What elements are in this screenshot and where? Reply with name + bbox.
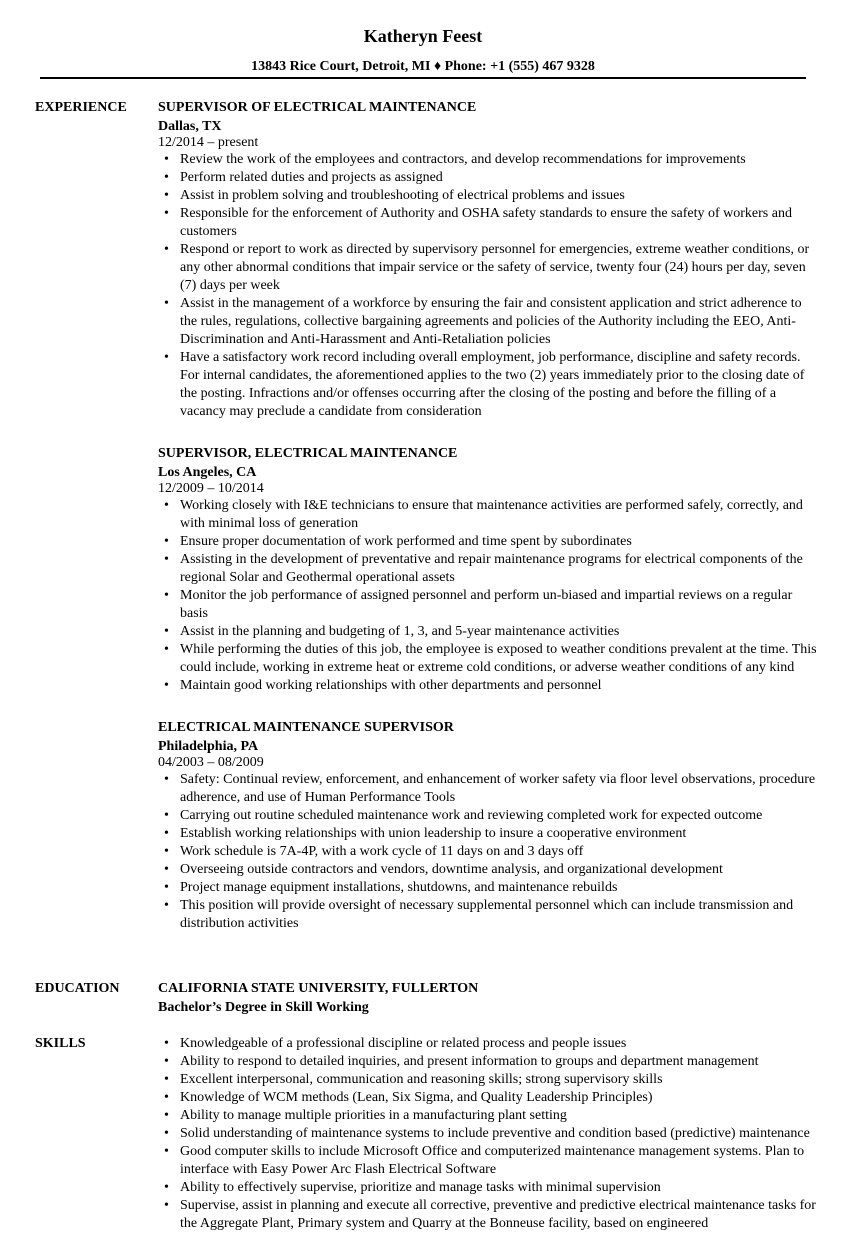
experience-list — [158, 99, 818, 933]
skill-item: • Excellent interpersonal, communication and reasoning skills; strong supervisory skills — [158, 1071, 818, 1089]
job-bullet: • Have a satisfactory work record including overall employment, job performance, discipline and safety records. For internal candidates, the aforementioned applies to the two (2) years immediately prior to the closing date of the posting. Infractions and/or offenses occurring after the closing of the posting and before the filling of a vacancy may preclude a candidate from consideration — [158, 349, 818, 421]
job-bullet: • Assisting in the development of preventative and repair maintenance programs for electrical components of the regional Solar and Geothermal operational assets — [158, 551, 818, 587]
job-bullet: • Working closely with I&E technicians to ensure that maintenance activities are performed safely, correctly, and with minimal loss of generation — [158, 497, 818, 533]
job-title: ELECTRICAL MAINTENANCE SUPERVISOR — [158, 720, 454, 735]
skill-item: • Knowledgeable of a professional discipline or related process and people issues — [158, 1035, 818, 1053]
job-location: Dallas, TX — [158, 119, 222, 134]
skill-item: • Ability to effectively supervise, prioritize and manage tasks with minimal supervision — [158, 1179, 818, 1197]
candidate-name: Katheryn Feest — [363, 26, 483, 46]
job-location: Philadelphia, PA — [158, 739, 259, 754]
job-bullet: • Responsible for the enforcement of Authority and OSHA safety standards to ensure the safety of workers and customers — [158, 205, 818, 241]
experience-heading: EXPERIENCE — [35, 100, 127, 115]
job-bullet: • Assist in the management of a workforce by ensuring the fair and consistent application and strict adherence to the rules, regulations, collective bargaining agreements and policies of the Authority including the EEO, Anti-Discrimination and Anti-Harassment and Anti-Retaliation policies — [158, 295, 818, 349]
education-heading: EDUCATION — [35, 981, 120, 996]
job-bullet: • Monitor the job performance of assigned personnel and perform un-biased and impartial reviews on a regular basis — [158, 587, 818, 623]
job-bullet: • Perform related duties and projects as assigned — [158, 169, 818, 187]
job-bullet: • Assist in problem solving and troubleshooting of electrical problems and issues — [158, 187, 818, 205]
skills-entry — [158, 1035, 818, 1233]
job-bullet: • Safety: Continual review, enforcement, and enhancement of worker safety via floor level observations, procedure adherence, and use of Human Performance Tools — [158, 771, 818, 807]
skill-item: • Solid understanding of maintenance systems to include preventive and condition based (predictive) maintenance — [158, 1125, 818, 1143]
job-bullet: • Carrying out routine scheduled maintenance work and reviewing completed work for expected outcome — [158, 807, 818, 825]
job-bullet: • While performing the duties of this job, the employee is exposed to weather conditions prevalent at the time. This could include, working in extreme heat or extreme cold conditions, or adverse weather conditions of any kind — [158, 641, 818, 677]
job-location: Los Angeles, CA — [158, 465, 257, 480]
job-bullet: • Respond or report to work as directed by supervisory personnel for emergencies, extreme weather conditions, or any other abnormal conditions that impair service or the safety of service, twenty four (24) hours per day, seven (7) days per week — [158, 241, 818, 295]
job-bullet: • Maintain good working relationships with other departments and personnel — [158, 677, 818, 695]
skills-heading: SKILLS — [35, 1036, 86, 1051]
education-entry — [158, 980, 818, 1016]
skill-item: • Ability to respond to detailed inquiries, and present information to groups and department management — [158, 1053, 818, 1071]
job-bullets — [158, 771, 818, 933]
job-dates: 12/2009 – 10/2014 — [158, 481, 264, 496]
degree: Bachelor’s Degree in Skill Working — [158, 1000, 369, 1015]
job-bullet: • Work schedule is 7A-4P, with a work cycle of 11 days on and 3 days off — [158, 843, 818, 861]
job-entry — [158, 445, 818, 695]
job-dates: 12/2014 – present — [158, 135, 259, 150]
contact-line: 13843 Rice Court, Detroit, MI ♦ Phone: +1 (555) 467 9328 — [251, 59, 595, 74]
job-bullet: • Project manage equipment installations, shutdowns, and maintenance rebuilds — [158, 879, 818, 897]
job-bullet: • Establish working relationships with union leadership to insure a cooperative environment — [158, 825, 818, 843]
job-bullet: • Review the work of the employees and contractors, and develop recommendations for improvements — [158, 151, 818, 169]
school-name: CALIFORNIA STATE UNIVERSITY, FULLERTON — [158, 981, 479, 996]
header-divider — [40, 77, 806, 79]
job-bullets — [158, 497, 818, 695]
job-bullet: • Ensure proper documentation of work performed and time spent by subordinates — [158, 533, 818, 551]
job-bullets — [158, 151, 818, 421]
skills-bullets — [158, 1035, 818, 1233]
job-dates: 04/2003 – 08/2009 — [158, 755, 264, 770]
job-title: SUPERVISOR OF ELECTRICAL MAINTENANCE — [158, 100, 477, 115]
job-bullet: • This position will provide oversight of necessary supplemental personnel which can include transmission and distribution activities — [158, 897, 818, 933]
skill-item: • Knowledge of WCM methods (Lean, Six Sigma, and Quality Leadership Principles) — [158, 1089, 818, 1107]
job-bullet: • Overseeing outside contractors and vendors, downtime analysis, and organizational development — [158, 861, 818, 879]
job-entry — [158, 719, 818, 933]
skill-item: • Ability to manage multiple priorities in a manufacturing plant setting — [158, 1107, 818, 1125]
skill-item: • Good computer skills to include Microsoft Office and computerized maintenance management systems. Plan to interface with Easy Power Arc Flash Electrical Software — [158, 1143, 818, 1179]
job-entry — [158, 99, 818, 421]
skill-item: • Supervise, assist in planning and execute all corrective, preventive and predictive electrical maintenance tasks for the Aggregate Plant, Primary system and Quarry at the Bonneuse facility, based on engineered — [158, 1197, 818, 1233]
job-bullet: • Assist in the planning and budgeting of 1, 3, and 5-year maintenance activities — [158, 623, 818, 641]
job-title: SUPERVISOR, ELECTRICAL MAINTENANCE — [158, 446, 458, 461]
